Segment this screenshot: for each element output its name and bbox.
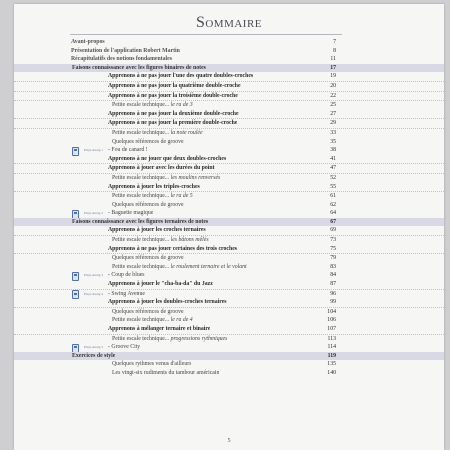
toc-entry-emphasis: les moulins renversés bbox=[170, 174, 221, 181]
toc-page-number: 69 bbox=[330, 227, 336, 234]
toc-page-number: 61 bbox=[330, 193, 336, 200]
toc-row bbox=[14, 245, 444, 255]
table-of-contents bbox=[14, 38, 444, 378]
toc-entry-label bbox=[112, 201, 184, 210]
toc-row bbox=[14, 110, 444, 120]
toc-row bbox=[14, 298, 444, 308]
toc-page-number: 106 bbox=[327, 317, 336, 324]
toc-page-number: 64 bbox=[330, 210, 336, 217]
toc-entry-label bbox=[112, 192, 193, 201]
toc-row bbox=[14, 236, 444, 245]
toc-entry-text: Quelques références de groove bbox=[112, 308, 184, 315]
toc-entry-text: Faisons connaissance avec les figures ternaires de notes bbox=[72, 218, 209, 225]
toc-entry-text: Petite escale technique... bbox=[112, 129, 171, 136]
toc-row bbox=[14, 343, 444, 352]
toc-page-number: 107 bbox=[327, 326, 336, 332]
toc-page-number: 87 bbox=[330, 281, 336, 288]
plays-along-tag: Plays Along 2 bbox=[84, 211, 104, 216]
toc-entry-label bbox=[72, 218, 208, 227]
toc-entry-label bbox=[108, 82, 241, 91]
toc-page-number: 67 bbox=[330, 218, 336, 225]
toc-page-number: 140 bbox=[327, 369, 336, 376]
toc-page-number: 27 bbox=[330, 110, 336, 117]
toc-entry-text: Apprenons à ne pas jouer la quatrième double-croche bbox=[108, 82, 241, 89]
plays-along-tag: Plays Along 5 bbox=[84, 345, 104, 350]
toc-entry-label bbox=[108, 271, 145, 280]
toc-entry-label bbox=[112, 174, 220, 183]
toc-entry-text: Récapitulatifs des notions fondamentales bbox=[71, 56, 172, 63]
toc-entry-text: Apprenons à ne pas jouer certaines des trois croches bbox=[108, 245, 238, 252]
toc-entry-emphasis: le ra de 3 bbox=[170, 102, 193, 109]
toc-entry-text: Apprenons à jouer les triples-croches bbox=[108, 183, 200, 190]
page-title: Sommaire bbox=[195, 14, 263, 31]
toc-entry-text: Petite escale technique... bbox=[112, 102, 171, 109]
toc-page-number: 75 bbox=[330, 245, 336, 252]
toc-row bbox=[14, 183, 444, 193]
toc-page-number: 29 bbox=[330, 120, 336, 127]
toc-entry-label bbox=[108, 164, 215, 173]
toc-entry-label bbox=[112, 129, 203, 138]
toc-page-number: 38 bbox=[330, 147, 336, 154]
toc-entry-label bbox=[108, 280, 213, 289]
toc-page-number: 135 bbox=[327, 361, 336, 368]
toc-entry-label bbox=[108, 110, 239, 119]
toc-entry-label bbox=[112, 335, 227, 344]
toc-entry-text: Apprenons à ne jouer que deux doubles-croches bbox=[108, 155, 227, 162]
toc-row bbox=[14, 201, 444, 210]
toc-entry-text: Quelques références de groove bbox=[112, 138, 184, 145]
toc-entry-label bbox=[71, 47, 180, 56]
toc-entry-text: - Baguette magique bbox=[108, 210, 154, 217]
toc-page-number: 11 bbox=[330, 56, 336, 63]
toc-section-row bbox=[14, 352, 444, 361]
toc-row bbox=[14, 290, 444, 299]
toc-row bbox=[14, 308, 444, 317]
toc-entry-label bbox=[112, 101, 193, 110]
title-divider bbox=[70, 34, 342, 35]
toc-page-number: 52 bbox=[330, 174, 336, 181]
toc-entry-text: Petite escale technique... bbox=[112, 193, 171, 200]
toc-entry-label bbox=[112, 316, 193, 325]
toc-entry-emphasis: le ra de 5 bbox=[170, 193, 193, 200]
toc-entry-text: Présentation de l'application Robert Martin bbox=[71, 47, 180, 54]
toc-entry-label bbox=[108, 290, 145, 299]
toc-page-number: 114 bbox=[327, 344, 336, 351]
toc-row bbox=[14, 209, 444, 218]
toc-page-number: 35 bbox=[330, 138, 336, 145]
toc-row bbox=[14, 263, 444, 272]
toc-entry-label bbox=[108, 298, 227, 307]
toc-entry-text: Quelques références de groove bbox=[112, 255, 184, 262]
toc-entry-text: Petite escale technique... bbox=[112, 335, 171, 342]
toc-entry-label bbox=[108, 325, 210, 334]
toc-entry-label bbox=[108, 245, 237, 254]
toc-entry-label bbox=[72, 64, 206, 73]
toc-entry-text: Petite escale technique... bbox=[112, 237, 171, 244]
toc-entry-text: - Fou de canard ! bbox=[108, 147, 148, 154]
toc-entry-text: Les vingt-six rudiments du tambour américain bbox=[112, 369, 220, 376]
toc-entry-label bbox=[112, 138, 184, 147]
toc-entry-text: Petite escale technique... bbox=[112, 174, 171, 181]
toc-entry-label bbox=[108, 119, 237, 128]
toc-page-number: 62 bbox=[330, 201, 336, 208]
toc-row bbox=[14, 192, 444, 201]
toc-row bbox=[14, 325, 444, 335]
toc-entry-label bbox=[112, 263, 247, 272]
toc-row bbox=[14, 119, 444, 129]
toc-entry-text: Quelques références de groove bbox=[112, 201, 184, 208]
toc-entry-label bbox=[108, 155, 226, 164]
toc-entry-label bbox=[112, 254, 184, 263]
toc-entry-label bbox=[108, 226, 206, 235]
toc-row bbox=[14, 174, 444, 183]
toc-page-number: 113 bbox=[327, 335, 336, 342]
toc-entry-text: Quelques rythmes venus d'ailleurs bbox=[112, 361, 192, 368]
toc-page-number: 84 bbox=[330, 272, 336, 279]
plays-along-tag: Plays Along 1 bbox=[84, 148, 104, 153]
toc-page-number: 19 bbox=[330, 73, 336, 80]
toc-entry-emphasis: les bâtons mêlés bbox=[170, 237, 209, 244]
toc-entry-text: Avant-propos bbox=[71, 39, 105, 45]
toc-entry-label bbox=[108, 92, 238, 101]
toc-row bbox=[14, 138, 444, 147]
toc-page-number: 79 bbox=[330, 255, 336, 262]
toc-row bbox=[14, 164, 444, 174]
book-page bbox=[14, 4, 444, 450]
toc-page-number: 96 bbox=[330, 290, 336, 297]
toc-row bbox=[14, 146, 444, 155]
toc-entry-label bbox=[72, 352, 115, 361]
toc-row bbox=[14, 72, 444, 82]
toc-section-row bbox=[14, 64, 444, 73]
toc-entry-text: Petite escale technique... bbox=[112, 317, 171, 324]
toc-entry-text: Apprenons à ne pas jouer la première double-croche bbox=[108, 120, 238, 127]
toc-entry-text: Faisons connaissance avec les figures binaires de notes bbox=[72, 64, 206, 71]
toc-page-number: 7 bbox=[333, 39, 336, 45]
toc-row bbox=[14, 38, 444, 47]
toc-entry-label bbox=[108, 146, 148, 155]
toc-entry-text: Apprenons à ne pas jouer l'une des quatre doubles-croches bbox=[108, 73, 254, 80]
toc-row bbox=[14, 47, 444, 56]
toc-entry-text: Apprenons à jouer le "cha-ba-da" du Jazz bbox=[108, 281, 213, 288]
toc-entry-label bbox=[71, 55, 172, 64]
toc-entry-label bbox=[108, 343, 140, 352]
toc-page-number: 73 bbox=[330, 237, 336, 244]
toc-entry-emphasis: le ra de 4 bbox=[170, 317, 193, 324]
plays-along-tag: Plays Along 3 bbox=[84, 273, 104, 278]
toc-row bbox=[14, 92, 444, 102]
toc-entry-label bbox=[112, 308, 184, 317]
toc-entry-label bbox=[112, 236, 209, 245]
toc-page-number: 119 bbox=[327, 352, 336, 359]
toc-row bbox=[14, 129, 444, 138]
toc-page-number: 8 bbox=[333, 47, 336, 54]
toc-section-row bbox=[14, 218, 444, 227]
toc-row bbox=[14, 369, 444, 378]
toc-entry-text: Apprenons à jouer les croches ternaires bbox=[108, 227, 206, 234]
toc-row bbox=[14, 101, 444, 110]
toc-entry-text: Apprenons à jouer avec les durées du point bbox=[108, 165, 215, 172]
toc-row bbox=[14, 271, 444, 280]
toc-page-number: 33 bbox=[330, 129, 336, 136]
toc-page-number: 20 bbox=[330, 82, 336, 89]
toc-page-number: 104 bbox=[327, 308, 336, 315]
toc-entry-emphasis: la note roulée bbox=[170, 129, 203, 136]
toc-page-number: 22 bbox=[330, 92, 336, 99]
plays-along-tag: Plays Along 4 bbox=[84, 291, 104, 296]
toc-row bbox=[14, 335, 444, 344]
toc-page-number: 99 bbox=[330, 299, 336, 306]
toc-page-number: 47 bbox=[330, 165, 336, 172]
toc-entry-emphasis: le roulement ternaire et le volant bbox=[170, 263, 247, 270]
toc-row bbox=[14, 280, 444, 290]
toc-page-number: 55 bbox=[330, 183, 336, 190]
toc-row bbox=[14, 82, 444, 92]
toc-page-number: 25 bbox=[330, 102, 336, 109]
toc-entry-text: Apprenons à jouer les doubles-croches ternaires bbox=[108, 299, 227, 306]
toc-entry-text: Petite escale technique... bbox=[112, 263, 171, 270]
toc-entry-text: - Swing Avenue bbox=[108, 290, 145, 297]
toc-page-number: 83 bbox=[330, 263, 336, 270]
toc-row bbox=[14, 226, 444, 236]
toc-row bbox=[14, 55, 444, 64]
toc-entry-emphasis: progressions rythmiques bbox=[170, 335, 228, 342]
toc-row bbox=[14, 316, 444, 325]
toc-row bbox=[14, 360, 444, 369]
toc-entry-label bbox=[112, 360, 191, 369]
toc-entry-text: Exercices de style bbox=[72, 352, 116, 359]
toc-entry-label bbox=[108, 72, 253, 81]
toc-page-number: 41 bbox=[330, 155, 336, 162]
toc-entry-text: Apprenons à mélanger ternaire et binaire bbox=[108, 326, 211, 332]
toc-entry-text: Apprenons à ne pas jouer la troisième double-croche bbox=[108, 92, 238, 99]
toc-row bbox=[14, 155, 444, 165]
toc-entry-label bbox=[71, 38, 105, 47]
toc-entry-text: - Coup de blues bbox=[108, 272, 145, 279]
toc-page-number: 17 bbox=[330, 64, 336, 71]
toc-entry-label bbox=[108, 209, 153, 218]
toc-entry-text: - Groove City bbox=[108, 344, 141, 351]
page-number: 5 bbox=[227, 438, 231, 444]
toc-entry-label bbox=[108, 183, 200, 192]
toc-entry-text: Apprenons à ne pas jouer la deuxième double-croche bbox=[108, 110, 239, 117]
toc-entry-label bbox=[112, 369, 219, 378]
toc-row bbox=[14, 254, 444, 263]
